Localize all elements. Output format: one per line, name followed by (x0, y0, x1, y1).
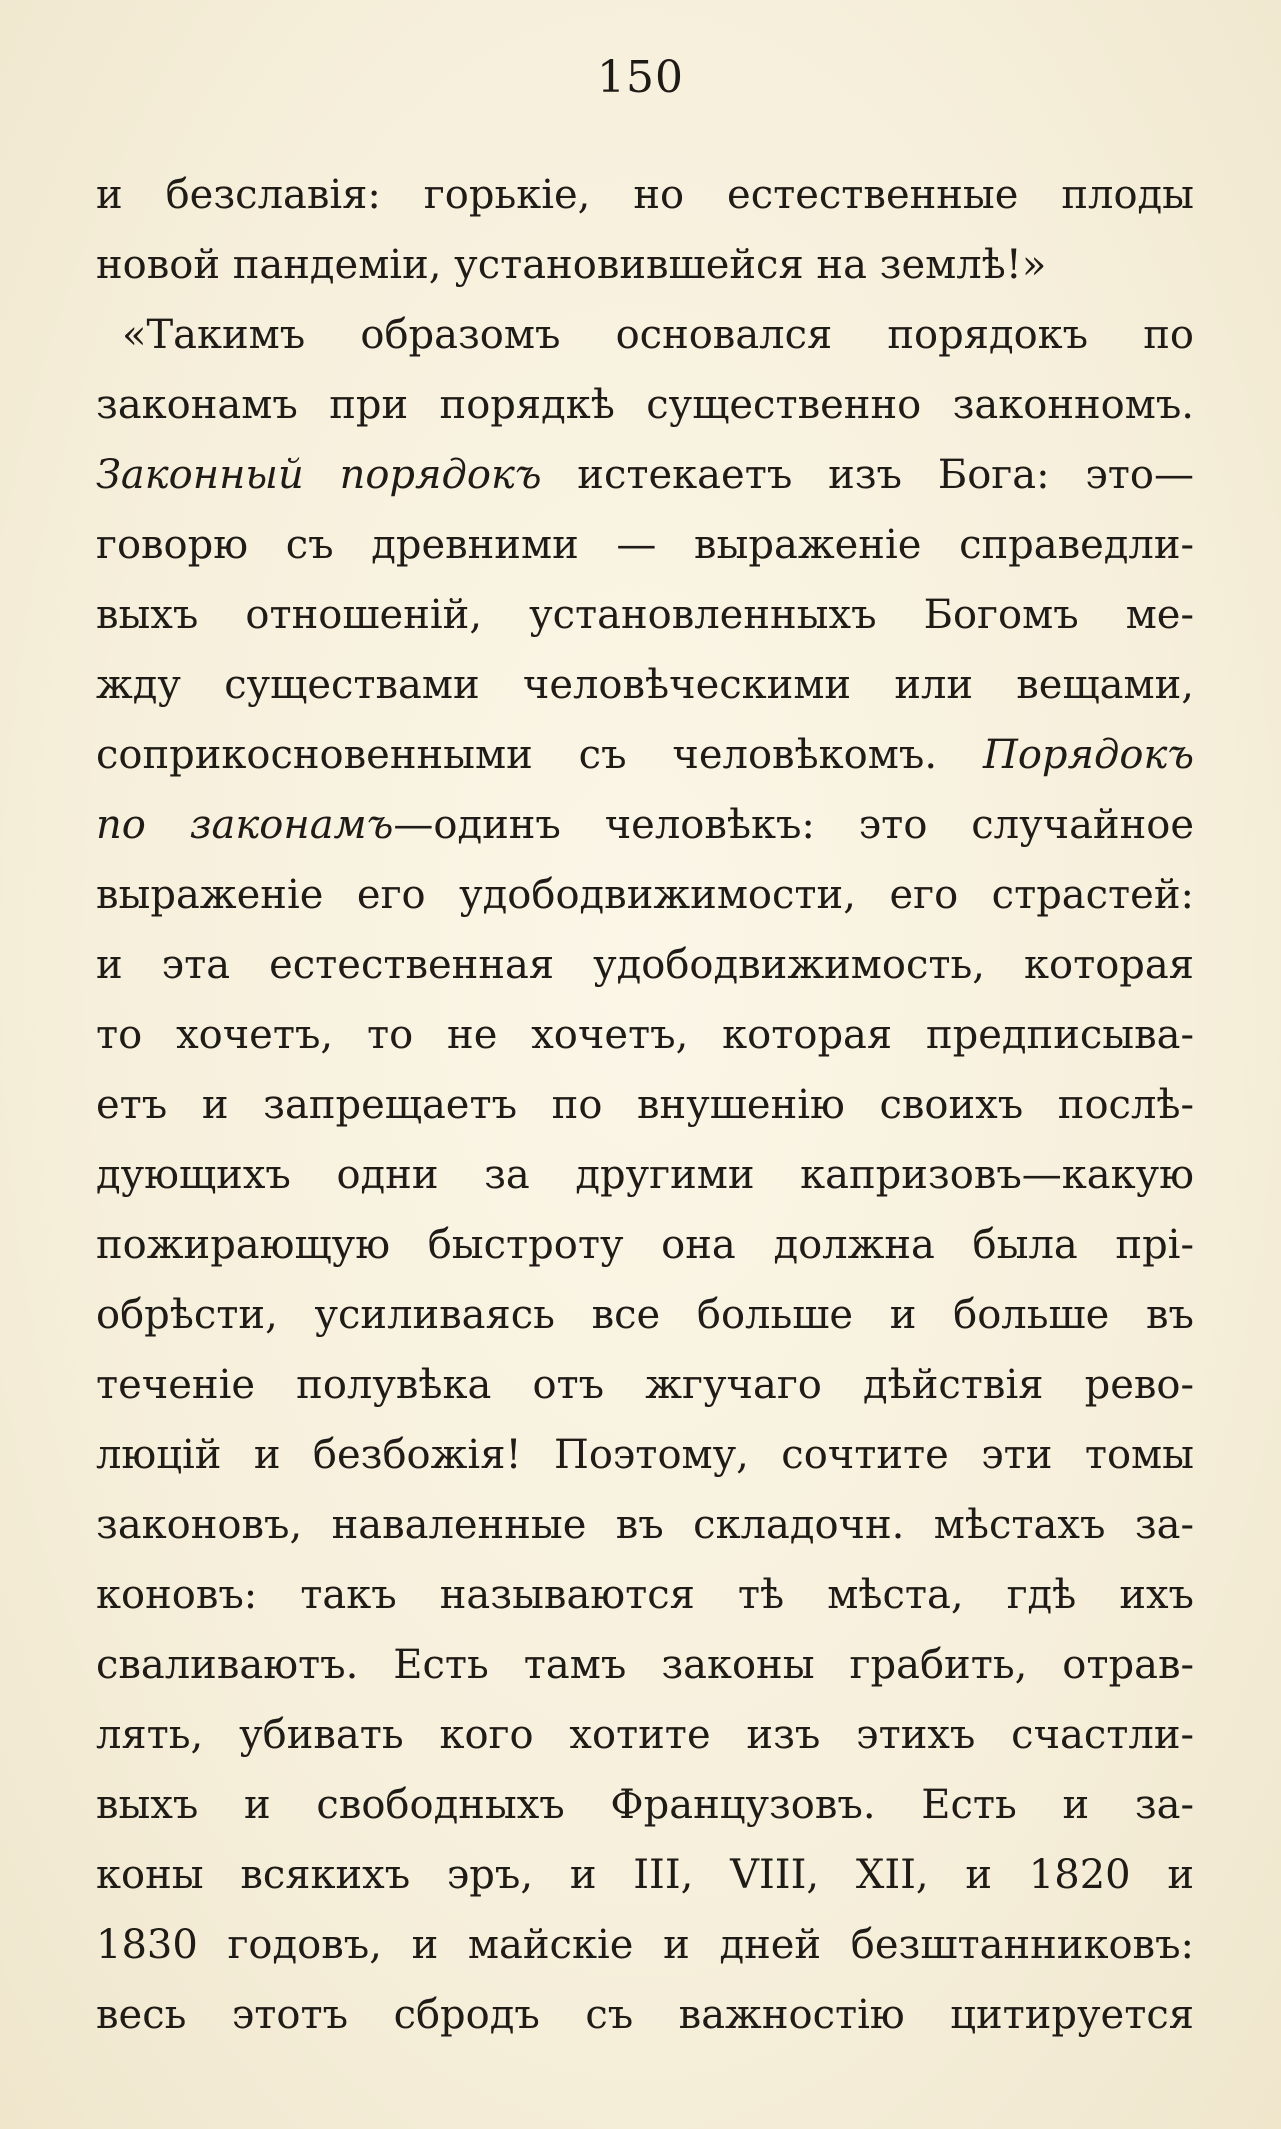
text-span: законамъ при порядкѣ существенно законномъ. (96, 382, 1194, 428)
text-span: выхъ и свободныхъ Французовъ. Есть и за- (96, 1782, 1194, 1828)
text-line (96, 580, 1194, 650)
text-span: обрѣсти, усиливаясь все больше и больше въ (96, 1292, 1194, 1338)
text-span: коновъ: такъ называются тѣ мѣста, гдѣ ихъ (96, 1572, 1194, 1618)
text-line (96, 230, 1194, 300)
text-span: новой пандеміи, установившейся на землѣ!» (96, 242, 1047, 288)
text-line (96, 160, 1194, 230)
text-span: коны всякихъ эръ, и III, VIII, XII, и 1820 и (96, 1852, 1194, 1898)
text-line (96, 1000, 1194, 1070)
text-line (96, 650, 1194, 720)
page-number: 150 (597, 52, 684, 103)
text-span: и безславія: горькіе, но естественные плоды (96, 172, 1194, 218)
text-span: истекаетъ изъ Бога: это— (541, 452, 1194, 498)
text-line (96, 1490, 1194, 1560)
text-line (96, 1910, 1194, 1980)
text-line (96, 720, 1194, 790)
text-line (96, 1980, 1194, 2050)
text-line (96, 1210, 1194, 1280)
text-line (96, 790, 1194, 860)
text-span: сваливаютъ. Есть тамъ законы грабить, отрав- (96, 1642, 1194, 1688)
text-line (96, 930, 1194, 1000)
text-line (96, 1350, 1194, 1420)
text-span: —одинъ человѣкъ: это случайное (393, 802, 1194, 848)
italic-phrase: по законамъ (96, 802, 394, 848)
text-line (96, 510, 1194, 580)
text-line (96, 1840, 1194, 1910)
text-span: 1830 годовъ, и майскіе и дней безштанниковъ: (96, 1922, 1194, 1968)
text-span: теченіе полувѣка отъ жгучаго дѣйствія рево- (96, 1362, 1194, 1408)
text-span: «Такимъ образомъ основался порядокъ по (122, 312, 1194, 358)
text-line (96, 1560, 1194, 1630)
text-line (96, 1070, 1194, 1140)
italic-phrase: Порядокъ (982, 732, 1194, 778)
text-line (96, 1280, 1194, 1350)
text-span: выраженіе его удободвижимости, его страстей: (96, 872, 1194, 918)
text-span: лять, убивать кого хотите изъ этихъ счастли- (96, 1712, 1194, 1758)
text-span: етъ и запрещаетъ по внушенію своихъ послѣ- (96, 1082, 1194, 1128)
text-span: пожирающую быстроту она должна была прі- (96, 1222, 1194, 1268)
text-span: то хочетъ, то не хочетъ, которая предписыва- (96, 1012, 1194, 1058)
text-line (96, 300, 1194, 370)
text-line (96, 1420, 1194, 1490)
text-line (96, 370, 1194, 440)
text-span: дующихъ одни за другими капризовъ—какую (96, 1152, 1194, 1198)
text-line (96, 440, 1194, 510)
text-line (96, 1700, 1194, 1770)
text-line (96, 1770, 1194, 1840)
text-span: жду существами человѣческими или вещами, (96, 662, 1194, 708)
text-line (96, 860, 1194, 930)
text-line (96, 1630, 1194, 1700)
text-span: выхъ отношеній, установленныхъ Богомъ ме- (96, 592, 1194, 638)
text-span: соприкосновенными съ человѣкомъ. (96, 732, 983, 778)
italic-phrase: Законный порядокъ (96, 452, 542, 498)
text-span: и эта естественная удободвижимость, которая (96, 942, 1194, 988)
text-line (96, 1140, 1194, 1210)
text-span: весь этотъ сбродъ съ важностію цитируется (96, 1992, 1194, 2038)
text-span: говорю съ древними — выраженіе справедли- (96, 522, 1194, 568)
text-span: законовъ, наваленные въ складочн. мѣстахъ за- (96, 1502, 1194, 1548)
text-span: люцій и безбожія! Поэтому, сочтите эти томы (96, 1432, 1194, 1478)
text-body (96, 160, 1194, 2050)
